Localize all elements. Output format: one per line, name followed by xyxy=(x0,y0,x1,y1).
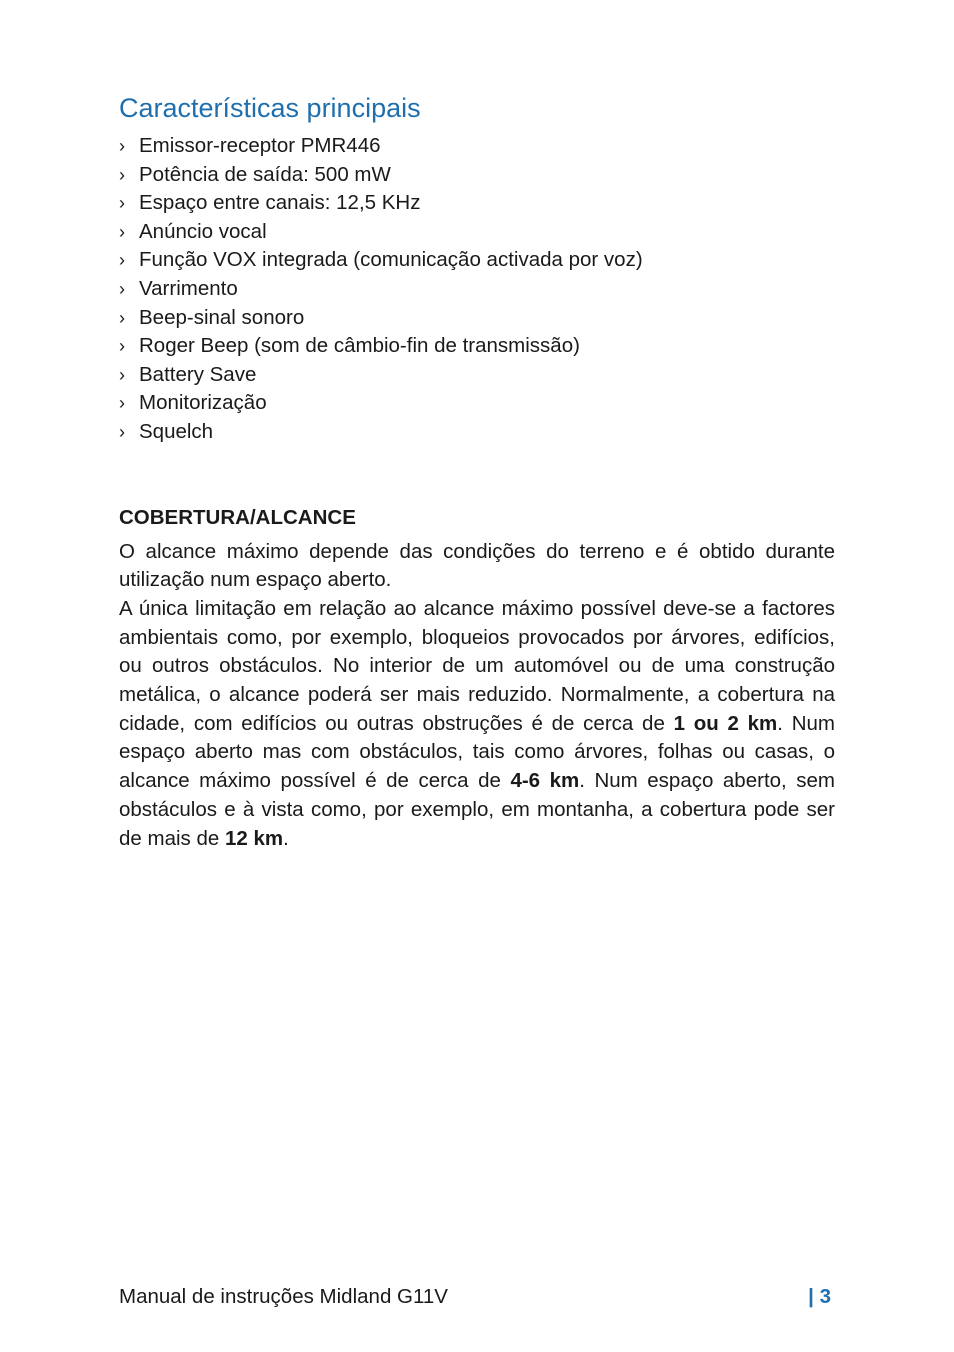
list-item xyxy=(119,246,835,275)
list-item-text: Beep-sinal sonoro xyxy=(139,305,305,329)
list-item-text: Roger Beep (som de câmbio-fin de transmissão) xyxy=(139,334,580,358)
page-footer xyxy=(119,1283,831,1311)
chevron-right-icon: › xyxy=(119,193,125,214)
list-item-text: Anúncio vocal xyxy=(139,219,267,243)
list-item-text: Espaço entre canais: 12,5 KHz xyxy=(139,191,421,215)
coverage-paragraph-2 xyxy=(119,595,835,853)
features-list xyxy=(119,132,835,447)
coverage-paragraph-1: O alcance máximo depende das condições do terreno e é obtido durante utilização num espaço aberto. xyxy=(119,539,835,592)
list-item xyxy=(119,361,835,390)
main-content xyxy=(119,90,835,853)
chevron-right-icon: › xyxy=(119,307,125,328)
list-item-text: Emissor-receptor PMR446 xyxy=(139,134,381,157)
manual-title: Manual de instruções Midland G11V xyxy=(119,1285,448,1308)
coverage-title: COBERTURA/ALCANCE xyxy=(119,505,356,529)
chevron-right-icon: › xyxy=(119,221,125,242)
list-item-text: Monitorização xyxy=(139,391,267,415)
list-item xyxy=(119,418,835,447)
paragraph-text: . Num espaço aberto mas com obstáculos, tais como árvores, folhas ou casas, o alcance máximo possível é de cerca de xyxy=(119,711,835,793)
chevron-right-icon: › xyxy=(119,278,125,299)
list-item xyxy=(119,132,835,161)
list-item-text: Squelch xyxy=(139,419,214,443)
list-item xyxy=(119,161,835,190)
chevron-right-icon: › xyxy=(119,164,125,185)
list-item-text: Potência de saída: 500 mW xyxy=(139,162,391,186)
chevron-right-icon: › xyxy=(119,136,125,156)
section-heading: Características principais xyxy=(119,93,421,123)
range-open-value: 12 km xyxy=(224,826,284,850)
list-item-text: Varrimento xyxy=(139,276,238,300)
page-number: | 3 xyxy=(808,1285,831,1308)
chevron-right-icon: › xyxy=(119,336,125,357)
range-obstacles-value: 4-6 km xyxy=(510,769,580,793)
paragraph-text: . xyxy=(283,826,289,850)
paragraph-text: . Num espaço aberto, sem obstáculos e à vista como, por exemplo, em montanha, a cobertura pode ser de mais de xyxy=(119,769,835,850)
range-city-value: 1 ou 2 km xyxy=(673,711,778,735)
list-item xyxy=(119,304,835,333)
list-item xyxy=(119,218,835,247)
list-item xyxy=(119,332,835,361)
list-item-text: Battery Save xyxy=(139,362,257,386)
list-item xyxy=(119,389,835,418)
list-item xyxy=(119,275,835,304)
chevron-right-icon: › xyxy=(119,250,125,271)
chevron-right-icon: › xyxy=(119,393,125,414)
chevron-right-icon: › xyxy=(119,421,125,442)
list-item-text: Função VOX integrada (comunicação activada por voz) xyxy=(139,248,643,272)
paragraph-text: A única limitação em relação ao alcance máximo possível deve-se a factores ambientais como, por exemplo, bloqueios provocados por árvores, edifícios, ou outros obstáculos. No interior de um automóvel ou de uma construção metálica, o alcance poderá ser mais reduzido. Normalmente, a cobertura na cidade, com edifícios ou outras obstruções é de cerca de xyxy=(119,596,835,735)
chevron-right-icon: › xyxy=(119,364,125,385)
list-item xyxy=(119,189,835,218)
